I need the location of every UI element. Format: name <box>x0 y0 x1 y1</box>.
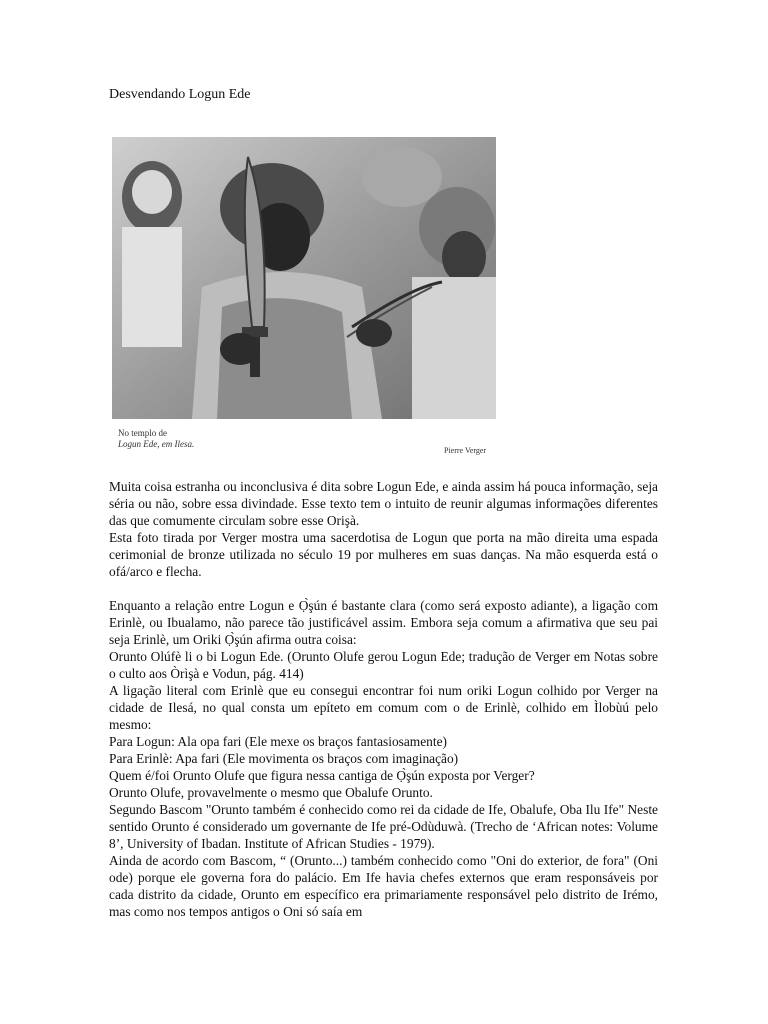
document-title: Desvendando Logun Ede <box>109 87 251 102</box>
paragraph: Quem é/foi Orunto Olufe que figura nessa cantiga de Ọ̀şún exposta por Verger? <box>109 768 535 783</box>
paragraph: Orunto Olúfè li o bi Logun Ede. (Orunto Olufe gerou Logun Ede; tradução de Verger em Notas sobre o culto aos Òrìşà e Vodun, pág. 414) <box>109 649 658 681</box>
paragraph: Enquanto a relação entre Logun e Ọ̀şún é bastante clara (como será exposto adiante), a ligação com Erinlè, ou Ibualamo, não parece tão justificável assim. Embora seja comum a afirmativa que seu pai seja Erinlè, um Oriki Ọ̀şún afirma outra coisa: <box>109 598 658 647</box>
photo-caption-line-1: No templo de <box>118 428 167 438</box>
paragraph-gap <box>109 580 658 597</box>
paragraph: A ligação literal com Erinlè que eu consegui encontrar foi num oriki Logun colhido por Verger na cidade de Ilesá, no qual consta um epíteto em comum com o de Erinlè, colhido em Ìlobùú pelo mesmo: <box>109 683 658 732</box>
paragraph: Segundo Bascom "Orunto também é conhecido como rei da cidade de Ife, Obalufe, Oba Ilu Ife" Neste sentido Orunto é considerado um governante de Ife pré-Odùduwà. (Trecho de ‘African notes: Volume 8’, University of Ibadan. Institute of African Studies - 1979). <box>109 802 658 851</box>
document-body <box>109 478 658 920</box>
paragraph: Muita coisa estranha ou inconclusiva é dita sobre Logun Ede, e ainda assim há pouca informação, seja séria ou não, sobre essa divindade. Esse texto tem o intuito de reunir algumas informações diferentes das que comumente circulam sobre esse Orişà. <box>109 479 658 528</box>
photo-figure <box>112 137 496 461</box>
photo-caption <box>118 428 194 450</box>
paragraph: Para Erinlè: Apa fari (Ele movimenta os braços com imaginação) <box>109 751 459 766</box>
photo-illustration <box>112 137 496 419</box>
paragraph: Ainda de acordo com Bascom, “ (Orunto...) também conhecido como "Oni do exterior, de fora" (Oni ode) porque ele governa fora do palácio. Em Ife havia chefes externos que eram responsáveis por cada distrito da cidade, Orunto em específico era primariamente responsável pelo distrito de Irémo, mas como nos tempos antigos o Oni só saía em <box>109 853 658 919</box>
paragraph: Para Logun: Ala opa fari (Ele mexe os braços fantasiosamente) <box>109 734 447 749</box>
paragraph: Orunto Olufe, provavelmente o mesmo que Obalufe Orunto. <box>109 785 433 800</box>
priestess-photo <box>112 137 496 419</box>
paragraph: Esta foto tirada por Verger mostra uma sacerdotisa de Logun que porta na mão direita uma espada cerimonial de bronze utilizada no século 19 por mulheres em suas danças. Na mão esquerda está o ofá/arco e flecha. <box>109 530 658 579</box>
photo-caption-line-2: Logun Ede, em Ilesa. <box>118 439 195 449</box>
photo-credit: Pierre Verger <box>444 446 487 455</box>
